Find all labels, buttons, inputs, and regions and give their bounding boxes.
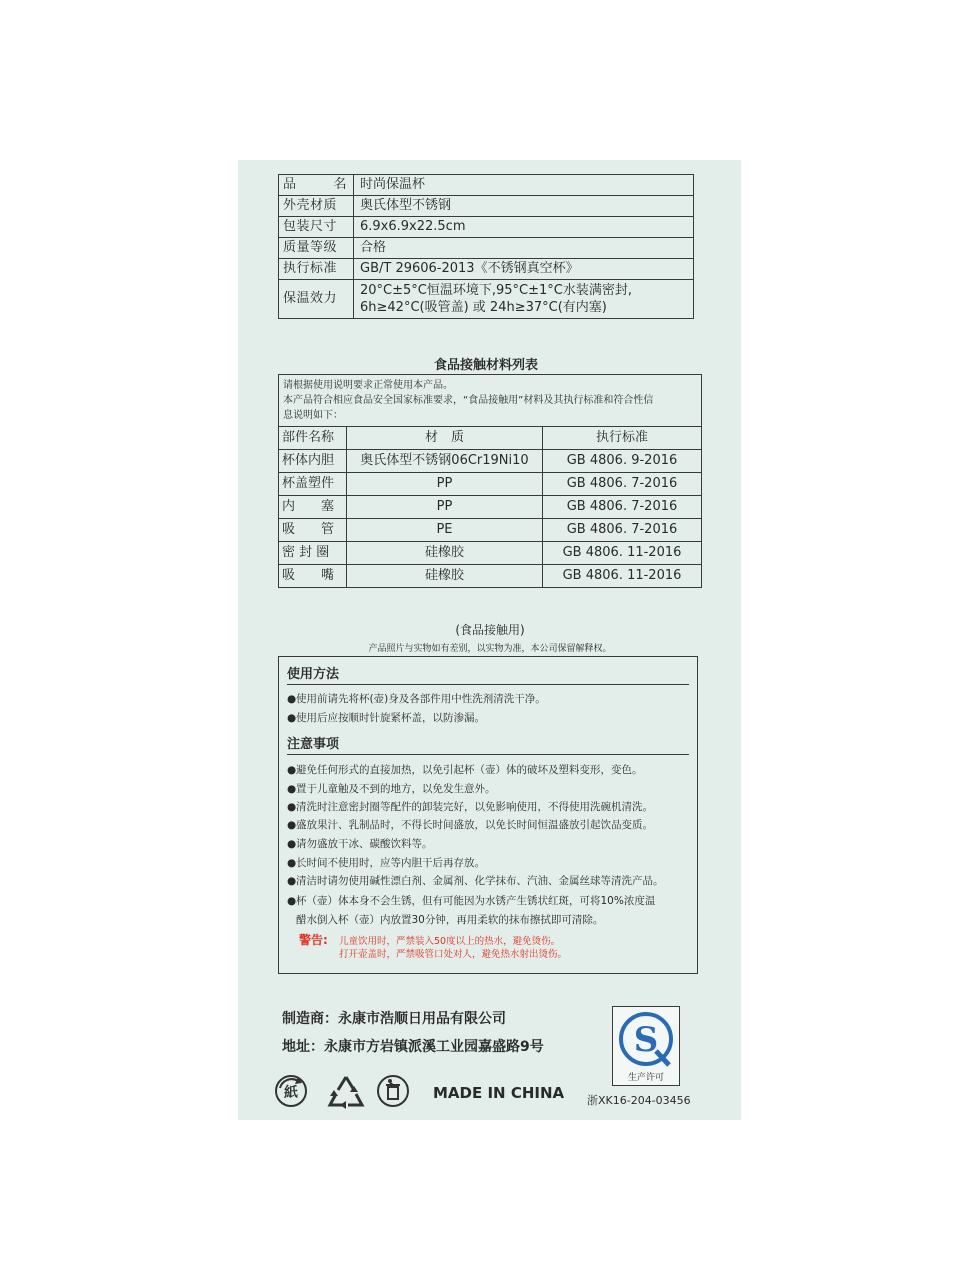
part-cell: 杯体内胆: [279, 450, 347, 473]
food-note-line: 请根据使用说明要求正常使用本产品。: [283, 380, 453, 391]
material-cell: 硅橡胶: [347, 565, 543, 588]
spec-row: [279, 259, 694, 280]
spec-label: [279, 175, 354, 196]
list-item-text: 使用前请先将杯(壶)身及各部件用中性洗剂清洗干净。: [296, 693, 546, 705]
list-item: [287, 710, 485, 725]
spec-row: [279, 196, 694, 217]
part-cell: 内 塞: [279, 496, 347, 519]
photo-disclaimer: 产品照片与实物如有差别，以实物为准，本公司保留解释权。: [368, 644, 612, 654]
warning-text: [339, 935, 567, 961]
standard-cell: GB 4806. 9-2016: [543, 450, 702, 473]
list-item: [287, 781, 496, 796]
recycle-icon: [326, 1074, 366, 1110]
table-row: [279, 519, 702, 542]
qs-logo-icon: [613, 1007, 679, 1069]
qs-production-license-logo: [612, 1006, 680, 1086]
list-item: [287, 855, 485, 870]
bullet-icon: ●: [287, 895, 297, 907]
list-item-text: 置于儿童触及不到的地方，以免发生意外。: [296, 783, 496, 795]
spec-row: [279, 217, 694, 238]
material-cell: PE: [347, 519, 543, 542]
list-item: [287, 817, 653, 832]
spec-value: 奥氏体型不锈钢: [354, 196, 694, 217]
part-cell: 杯盖塑件: [279, 473, 347, 496]
svg-text:紙: 紙: [284, 1085, 298, 1101]
list-item: [287, 691, 546, 706]
material-cell: PP: [347, 496, 543, 519]
list-item-text: 避免任何形式的直接加热，以免引起杯（壶）体的破坏及塑料变形，变色。: [296, 764, 643, 776]
trash-bin-icon: [376, 1074, 410, 1108]
food-contact-table: [278, 374, 702, 588]
divider: [287, 754, 689, 755]
list-item-text: 盛放果汁、乳制品时，不得长时间盛放，以免长时间恒温盛放引起饮品变质。: [296, 819, 653, 831]
material-cell: 硅橡胶: [347, 542, 543, 565]
food-note-line: 息说明如下：: [283, 410, 343, 421]
food-header-row: [279, 427, 702, 450]
table-row: [279, 450, 702, 473]
list-item-text: 杯（壶）体本身不会生锈，但有可能因为水锈产生锈状红斑，可将10%浓度温: [296, 895, 656, 907]
column-header: 材 质: [347, 427, 543, 450]
warning-line: 儿童饮用时，严禁装入50度以上的热水，避免烫伤。: [339, 936, 561, 947]
bullet-icon: ●: [287, 693, 297, 705]
food-table-title: 食品接触材料列表: [433, 358, 538, 373]
list-item: [287, 762, 643, 777]
spec-label: 外壳材质: [279, 196, 354, 217]
standard-cell: GB 4806. 7-2016: [543, 496, 702, 519]
warning-label: 警告:: [299, 933, 328, 947]
list-item: [287, 893, 655, 908]
manufacturer: 制造商：永康市浩顺日用品有限公司: [282, 1011, 506, 1027]
table-row: [279, 565, 702, 588]
list-item: [287, 836, 433, 851]
bullet-icon: ●: [287, 764, 297, 776]
spec-value: 6.9x6.9x22.5cm: [354, 217, 694, 238]
spec-label: 质量等级: [279, 238, 354, 259]
caution-title: 注意事项: [287, 737, 340, 752]
standard-cell: GB 4806. 7-2016: [543, 519, 702, 542]
bullet-icon: ●: [287, 857, 297, 869]
warning-line: 打开壶盖时，严禁吸管口处对人，避免热水射出烫伤。: [339, 949, 568, 960]
spec-value: 时尚保温杯: [354, 175, 694, 196]
spec-value: GB/T 29606-2013《不锈钢真空杯》: [354, 259, 694, 280]
spec-row: [279, 238, 694, 259]
bullet-icon: ●: [287, 801, 297, 813]
list-item-text: 使用后应按顺时针旋紧杯盖，以防渗漏。: [296, 712, 485, 724]
list-item-text: 清洁时请勿使用碱性漂白剂、金属剂、化学抹布、汽油、金属丝球等清洗产品。: [296, 875, 664, 887]
spec-label-char: 名: [333, 177, 347, 192]
made-in-label: MADE IN CHINA: [433, 1084, 565, 1102]
standard-cell: GB 4806. 11-2016: [543, 542, 702, 565]
address: 地址：永康市方岩镇派溪工业园嘉盛路9号: [282, 1039, 544, 1055]
food-use-caption: (食品接触用): [455, 623, 525, 637]
list-item-text: 清洗时注意密封圈等配件的卸装完好，以免影响使用，不得使用洗碗机清洗。: [296, 801, 653, 813]
spec-value: [354, 280, 694, 319]
bullet-icon: ●: [287, 875, 297, 887]
spec-label: 包装尺寸: [279, 217, 354, 238]
part-cell: 吸 嘴: [279, 565, 347, 588]
spec-label: 执行标准: [279, 259, 354, 280]
bullet-icon: ●: [287, 838, 297, 850]
table-row: [279, 542, 702, 565]
spec-row: [279, 175, 694, 196]
standard-cell: GB 4806. 11-2016: [543, 565, 702, 588]
table-row: [279, 496, 702, 519]
column-header: 部件名称: [279, 427, 347, 450]
list-item-text: 请勿盛放干冰、碳酸饮料等。: [296, 838, 433, 850]
bullet-icon: ●: [287, 712, 297, 724]
material-cell: 奥氏体型不锈钢06Cr19Ni10: [347, 450, 543, 473]
qs-letter: S: [633, 1020, 659, 1060]
list-item-text: 长时间不使用时，应等内胆干后再存放。: [296, 857, 485, 869]
spec-label: 保温效力: [279, 280, 354, 319]
paper-recycle-icon: [274, 1074, 308, 1108]
food-note: [279, 375, 702, 427]
part-cell: 密 封 圈: [279, 542, 347, 565]
qs-logo-text: 生产许可: [627, 1073, 664, 1083]
spec-value-line: 6h≥42°C(吸管盖) 或 24h≥37°C(有内塞): [360, 300, 607, 315]
food-note-row: [279, 375, 702, 427]
spec-table: [278, 174, 694, 319]
column-header: 执行标准: [543, 427, 702, 450]
license-number: 浙XK16-204-03456: [587, 1094, 691, 1107]
list-item-continuation: 醋水倒入杯（壶）内放置30分钟，再用柔软的抹布擦拭即可清除。: [296, 914, 604, 926]
bullet-icon: ●: [287, 819, 297, 831]
list-item: [287, 799, 653, 814]
spec-row: [279, 280, 694, 319]
food-note-line: 本产品符合相应食品安全国家标准要求，“食品接触用”材料及其执行标准和符合性信: [283, 395, 654, 406]
list-item: [287, 873, 664, 888]
spec-label-char: 品: [283, 177, 297, 192]
divider: [287, 684, 689, 685]
spec-value-line: 20°C±5°C恒温环境下,95°C±1°C水装满密封,: [360, 283, 632, 298]
material-cell: PP: [347, 473, 543, 496]
part-cell: 吸 管: [279, 519, 347, 542]
usage-title: 使用方法: [287, 667, 340, 682]
spec-value: 合格: [354, 238, 694, 259]
usage-instructions-box: [278, 656, 698, 974]
table-row: [279, 473, 702, 496]
bullet-icon: ●: [287, 783, 297, 795]
standard-cell: GB 4806. 7-2016: [543, 473, 702, 496]
